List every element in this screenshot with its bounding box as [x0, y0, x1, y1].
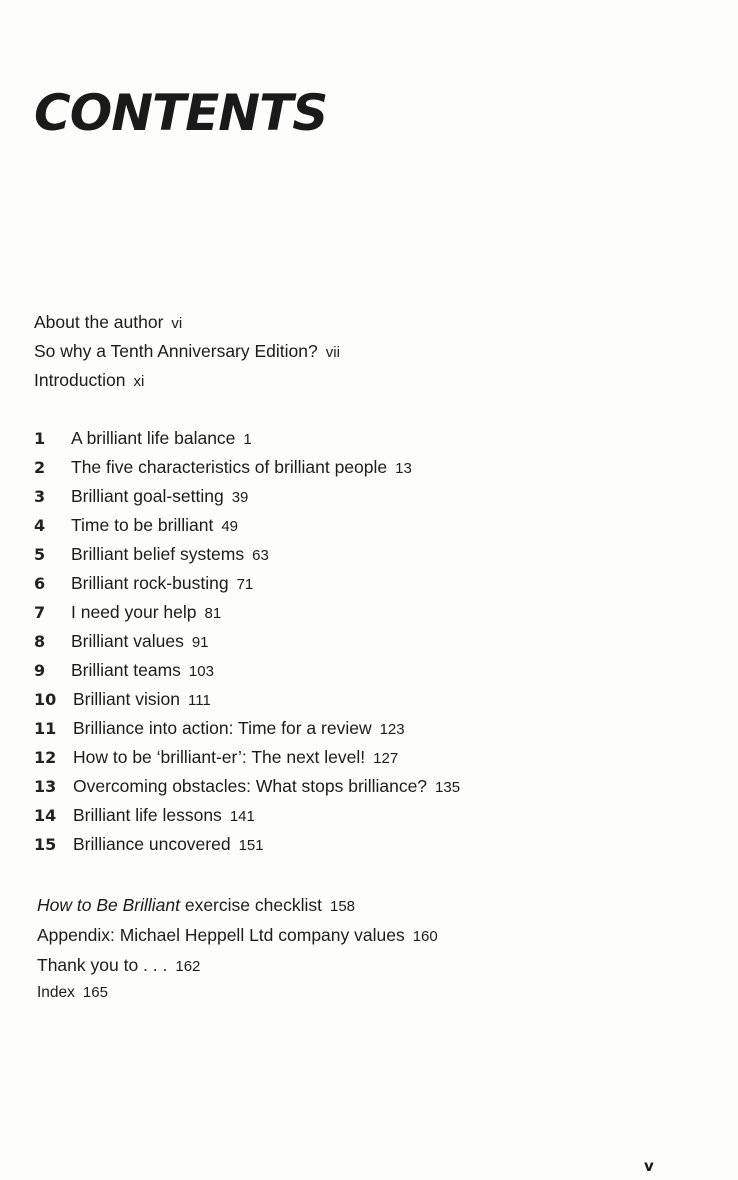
chapter-page: 123 [379, 721, 405, 738]
chapter-page: 63 [252, 547, 269, 564]
toc-entry-appendix[interactable] [37, 920, 717, 950]
chapter-entry-7[interactable] [34, 598, 714, 627]
toc-entry-title: So why a Tenth Anniversary Edition? [34, 341, 318, 361]
chapter-number: 10 [34, 690, 57, 709]
chapter-page: 13 [395, 460, 412, 477]
chapter-entry-6[interactable] [34, 569, 714, 598]
chapter-title: Brilliant goal-setting [71, 486, 224, 506]
chapter-title: I need your help [71, 602, 197, 622]
chapter-title: The five characteristics of brilliant people [71, 457, 388, 477]
chapter-title: Brilliance uncovered [73, 834, 231, 854]
toc-entry-title: About the author [34, 312, 164, 332]
front-matter-list [34, 308, 694, 395]
chapter-page: 39 [231, 489, 249, 506]
toc-entry-page: xi [133, 373, 145, 390]
chapter-entry-14[interactable] [34, 801, 714, 830]
chapter-number: 14 [34, 806, 57, 825]
chapter-number: 8 [34, 632, 46, 651]
chapter-title: Brilliant life lessons [73, 805, 222, 825]
chapter-entry-4[interactable] [34, 511, 714, 540]
chapter-number: 6 [34, 574, 46, 593]
page-number: v [644, 1157, 654, 1175]
toc-entry-title: Appendix: Michael Heppell Ltd company values [37, 925, 405, 945]
chapter-page: 103 [188, 663, 214, 680]
toc-entry-title: Index [37, 984, 75, 1001]
chapter-page: 127 [373, 750, 399, 767]
chapter-title: Overcoming obstacles: What stops brilliance? [73, 776, 428, 796]
chapter-entry-5[interactable] [34, 540, 714, 569]
chapter-number: 15 [34, 835, 57, 854]
chapter-page: 111 [187, 692, 211, 709]
toc-entry-about-author[interactable] [34, 308, 694, 337]
chapter-title: Brilliant rock-busting [71, 573, 229, 593]
toc-entry-title: Introduction [34, 370, 126, 390]
chapter-title: Brilliant values [71, 631, 184, 651]
chapter-number: 7 [34, 603, 46, 622]
chapter-number: 3 [34, 487, 46, 506]
toc-entry-page: 160 [412, 928, 438, 945]
chapter-entry-13[interactable] [34, 772, 714, 801]
toc-entry-italic-title: How to Be Brilliant [37, 895, 180, 915]
chapter-list [34, 424, 714, 859]
chapter-page: 135 [435, 779, 461, 796]
toc-entry-page: vii [325, 344, 340, 361]
chapter-number: 13 [34, 777, 57, 796]
chapter-title: Brilliant vision [73, 689, 180, 709]
chapter-number: 5 [34, 545, 46, 564]
page-title: CONTENTS [34, 84, 328, 142]
toc-entry-tenth-anniversary[interactable] [34, 337, 694, 366]
chapter-entry-1[interactable] [34, 424, 714, 453]
chapter-page: 81 [204, 605, 222, 622]
chapter-page: 91 [191, 634, 209, 651]
chapter-page: 151 [238, 837, 264, 854]
chapter-title: Brilliant teams [71, 660, 181, 680]
chapter-entry-9[interactable] [34, 656, 714, 685]
chapter-number: 1 [34, 429, 46, 448]
toc-entry-title: exercise checklist [179, 895, 322, 915]
chapter-title: How to be ‘brilliant-er’: The next level! [73, 747, 366, 767]
chapter-entry-2[interactable] [34, 453, 714, 482]
chapter-page: 71 [236, 576, 254, 593]
chapter-entry-10[interactable] [34, 685, 714, 714]
chapter-number: 11 [34, 719, 57, 738]
toc-entry-index[interactable] [37, 980, 717, 1006]
chapter-entry-12[interactable] [34, 743, 714, 772]
back-matter-list [37, 890, 717, 1006]
toc-entry-thank-you[interactable] [37, 950, 717, 980]
toc-entry-page: 162 [175, 958, 201, 975]
chapter-number: 2 [34, 458, 46, 477]
chapter-page: 49 [221, 518, 239, 535]
chapter-title: A brilliant life balance [71, 428, 236, 448]
toc-entry-page: 158 [329, 898, 356, 915]
toc-entry-exercise-checklist[interactable] [37, 890, 717, 920]
chapter-title: Time to be brilliant [71, 515, 214, 535]
chapter-number: 12 [34, 748, 57, 767]
chapter-page: 1 [243, 431, 252, 448]
chapter-page: 141 [229, 808, 255, 825]
chapter-title: Brilliance into action: Time for a review [73, 718, 372, 738]
chapter-number: 4 [34, 516, 46, 535]
chapter-entry-11[interactable] [34, 714, 714, 743]
toc-entry-title: Thank you to . . . [37, 955, 168, 975]
toc-entry-page: 165 [82, 984, 108, 1001]
chapter-number: 9 [34, 661, 46, 680]
toc-entry-page: vi [171, 315, 183, 332]
toc-entry-introduction[interactable] [34, 366, 694, 395]
chapter-entry-3[interactable] [34, 482, 714, 511]
chapter-title: Brilliant belief systems [71, 544, 245, 564]
chapter-entry-15[interactable] [34, 830, 714, 859]
chapter-entry-8[interactable] [34, 627, 714, 656]
